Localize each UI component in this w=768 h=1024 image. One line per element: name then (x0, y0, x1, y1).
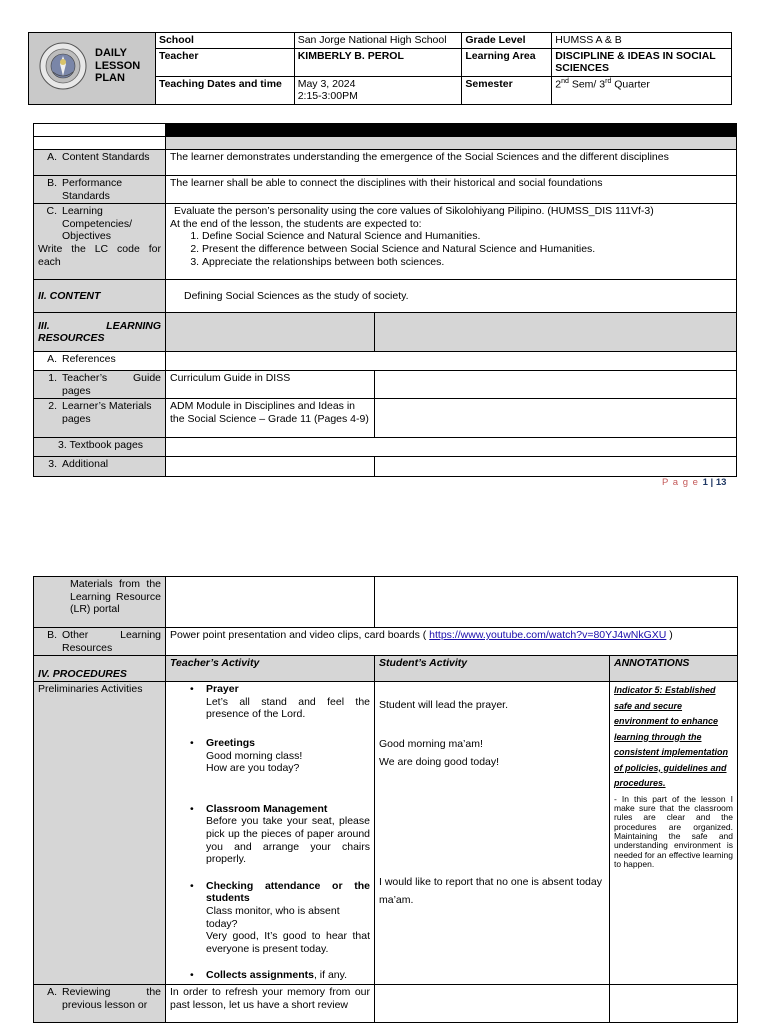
teacher-label: Teacher (155, 48, 294, 76)
content-section-value: Defining Social Sciences as the study of society. (166, 280, 737, 313)
additional-materials-value (166, 457, 375, 477)
learning-area-label: Learning Area (462, 48, 552, 76)
logo-title: DAILY LESSON PLAN (95, 47, 141, 85)
page-number: P a g e 1 | 13 (662, 477, 727, 488)
teacher-value: KIMBERLY B. PEROL (294, 48, 462, 76)
teacher-guide-label: 1. Teacher’s Guide pages (34, 371, 166, 399)
other-resources-value: Power point presentation and video clips, card boards ( https://www.youtube.com/watch?v=80YJ4wNkGXU ) (166, 628, 738, 656)
learning-area-value: DISCIPLINE & IDEAS IN SOCIAL SCIENCES (552, 48, 732, 76)
blank-cell (34, 137, 166, 150)
annotations-header: ANNOTATIONS (610, 656, 738, 682)
objectives-list (202, 230, 732, 268)
learning-competencies-value: Evaluate the person’s personality using the core values of Sikolohiyang Pilipino. (HUMSS_DIS 111Vf-3) At the end of the lesson, the students are expected to: 1. Define Social Science and Natural Science and Humanities. 2. Present the difference between Social Science and Natural Science and Humanities. 3. Appreciate the relationships between both sciences. (166, 204, 737, 280)
additional-materials-label: 3. Additional (34, 457, 166, 477)
learner-materials-value: ADM Module in Disciplines and Ideas in the Social Science – Grade 11 (Pages 4-9) (166, 399, 375, 438)
reviewing-label: A. Reviewing the previous lesson or (34, 985, 166, 1023)
student-greeting-1: Good morning ma’am! (379, 737, 483, 750)
textbook-pages-label: 3. Textbook pages (34, 438, 166, 457)
additional-materials-cont-value (166, 577, 375, 628)
teaching-dates-label: Teaching Dates and time (155, 76, 294, 104)
references-value (166, 352, 737, 371)
school-label: School (155, 33, 294, 49)
resources-grey-cell (166, 313, 375, 352)
learner-materials-extra (375, 399, 737, 438)
deped-seal-icon (39, 42, 87, 90)
black-header-bar (166, 124, 737, 137)
preliminaries-label: Preliminaries Activities (34, 682, 166, 985)
additional-materials-cont-label: Materials from the Learning Resource (LR) portal (34, 577, 166, 628)
references-label: A. References (34, 352, 166, 371)
blank-corner (34, 124, 166, 137)
resources-grey-cell (375, 313, 737, 352)
performance-standards-value: The learner shall be able to connect the disciplines with their historical and social foundations (166, 176, 737, 204)
semester-value: 2nd Sem/ 3rd Quarter (552, 76, 732, 104)
objective-item: 1. Define Social Science and Natural Science and Humanities. (202, 230, 732, 243)
objective-item: 2. Present the difference between Social Science and Natural Science and Humanities. (202, 243, 732, 256)
annotation-body: - In this part of the lesson I make sure that the classroom rules are clear and the procedures are organized. Maintaining the safe and understanding environment is needed for an effective learning to happen. (614, 793, 733, 870)
greetings-item: • Greetings Good morning class! How are you today? (190, 736, 303, 775)
teacher-guide-extra (375, 371, 737, 399)
school-value: San Jorge National High School (294, 33, 462, 49)
teacher-activity-cell (166, 682, 375, 985)
grade-level-value: HUMSS A & B (552, 33, 732, 49)
grey-header-bar (166, 137, 737, 150)
prayer-item: • Prayer Let’s all stand and feel the presence of the Lord. (190, 683, 370, 721)
additional-materials-cont-extra (375, 577, 738, 628)
content-standards-label: A. Content Standards (34, 150, 166, 176)
teacher-activity-header: Teacher’s Activity (166, 656, 375, 682)
semester-label: Semester (462, 76, 552, 104)
other-resources-label: B. Other Learning Resources (34, 628, 166, 656)
lc-code-note: Write the LC code for each (38, 242, 161, 268)
header-table (28, 32, 732, 105)
learning-competencies-label: C. Learning Competencies/ Objectives Write the LC code for each (34, 204, 166, 280)
grade-level-label: Grade Level (462, 33, 552, 49)
student-activity-cell (375, 682, 610, 985)
student-attendance: I would like to report that no one is absent today ma’am. (379, 875, 602, 907)
content-standards-value: The learner demonstrates understanding the emergence of the Social Sciences and the different disciplines (166, 150, 737, 176)
logo-cell (29, 33, 156, 105)
teacher-guide-value: Curriculum Guide in DISS (166, 371, 375, 399)
content-section-label: II. CONTENT (34, 280, 166, 313)
attendance-item: • Checking attendance or the students Class monitor, who is absent today? Very good, It’s good to hear that everyone is present today. (190, 879, 370, 955)
reviewing-student (375, 985, 610, 1023)
procedures-label: IV. PROCEDURES (34, 656, 166, 682)
reviewing-value: In order to refresh your memory from our past lesson, let us have a short review (166, 985, 375, 1023)
textbook-pages-value (166, 438, 737, 457)
objective-item: 3. Appreciate the relationships between both sciences. (202, 256, 732, 269)
student-prayer: Student will lead the prayer. (379, 699, 508, 712)
assignments-item: • Collects assignments, if any. (190, 969, 348, 982)
additional-materials-extra (375, 457, 737, 477)
annotation-indicator: Indicator 5: Established safe and secure environment to enhance learning through the consistent implementation of policies, guidelines and procedures. (614, 685, 729, 789)
student-activity-header: Student’s Activity (375, 656, 610, 682)
procedures-table (33, 576, 738, 1023)
teaching-time: 2:15-3:00PM (297, 90, 358, 103)
youtube-link[interactable]: https://www.youtube.com/watch?v=80YJ4wNkGXU (429, 629, 667, 641)
learner-materials-label: 2. Learner’s Materials pages (34, 399, 166, 438)
student-greeting-2: We are doing good today! (379, 756, 500, 769)
reviewing-annotation (610, 985, 738, 1023)
objectives-table (33, 123, 737, 477)
teaching-date: May 3, 2024 (297, 77, 356, 90)
teaching-dates-value (294, 76, 462, 104)
annotation-cell (610, 682, 738, 985)
performance-standards-label: B. Performance Standards (34, 176, 166, 204)
learning-resources-label: III. LEARNING RESOURCES (34, 313, 166, 352)
classroom-management-item: • Classroom Management Before you take your seat, please pick up the pieces of paper around you and arrange your chairs properly. (190, 802, 370, 866)
